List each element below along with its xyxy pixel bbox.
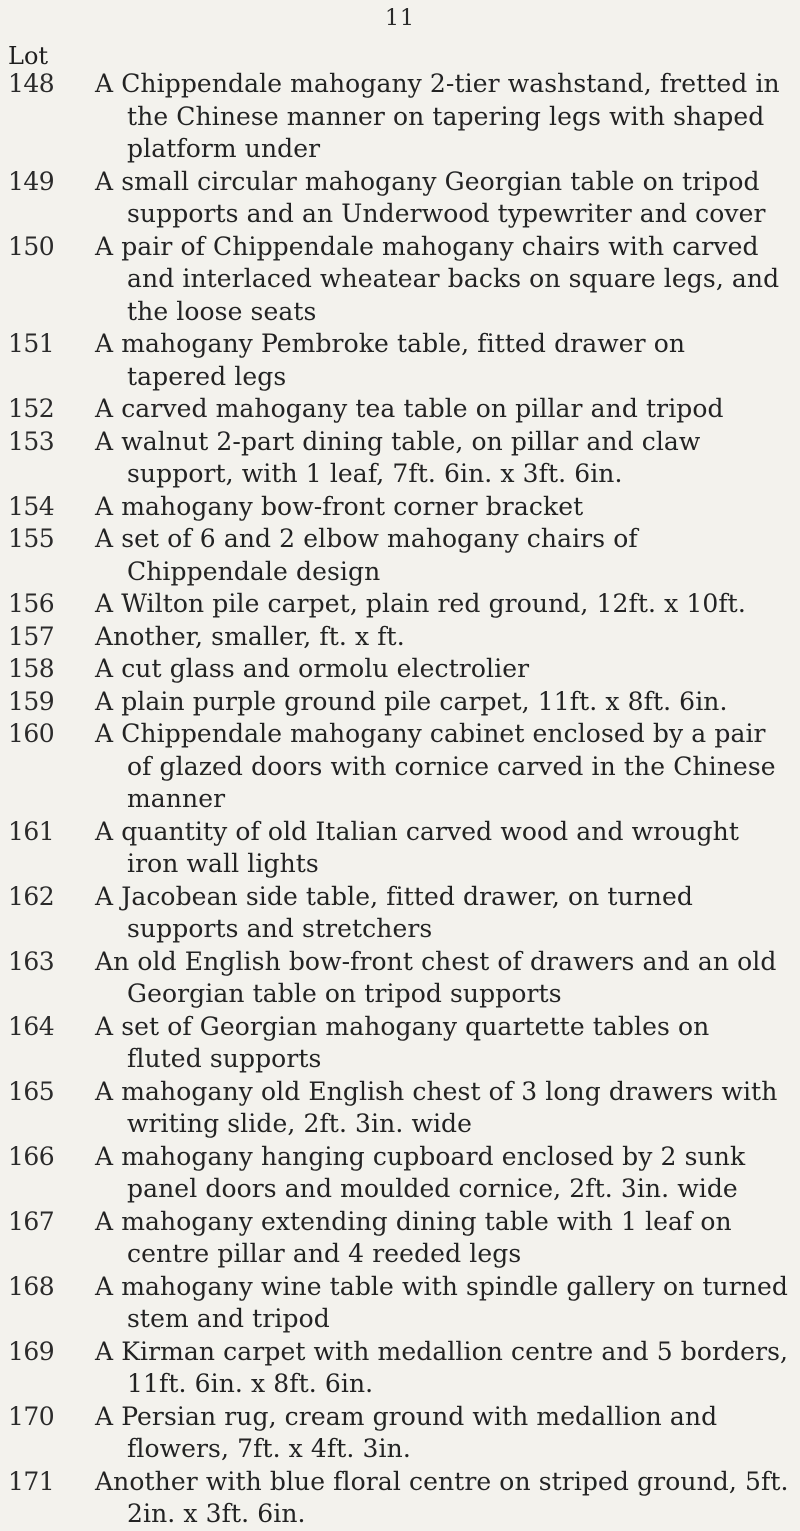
lot-description: Another with blue floral centre on striped ground, 5ft. 2in. x 3ft. 6in. <box>95 1466 789 1528</box>
lot-entry <box>0 166 800 231</box>
lot-number: 167 <box>8 1206 55 1236</box>
lot-description: A small circular mahogany Georgian table on tripod supports and an Underwood typewriter and cover <box>95 166 766 228</box>
lot-number: 152 <box>8 394 55 423</box>
lot-entry <box>0 588 800 621</box>
lot-number: 161 <box>8 816 55 846</box>
lot-number: 150 <box>8 231 55 261</box>
lot-entry <box>0 426 800 491</box>
lot-number: 168 <box>8 1271 55 1301</box>
lot-description: A carved mahogany tea table on pillar and tripod <box>95 394 724 423</box>
lot-description: A quantity of old Italian carved wood and wrought iron wall lights <box>95 816 739 878</box>
lot-number: 153 <box>8 426 55 456</box>
lot-number: 171 <box>8 1466 55 1496</box>
lot-entry <box>0 686 800 719</box>
lot-number: 164 <box>8 1011 55 1041</box>
lot-description: An old English bow-front chest of drawers and an old Georgian table on tripod supports <box>95 946 777 1008</box>
lot-entry <box>0 718 800 816</box>
lot-entry <box>0 621 800 654</box>
lot-number: 154 <box>8 491 55 521</box>
lot-entry <box>0 1076 800 1141</box>
lot-number: 160 <box>8 719 55 748</box>
lot-description: A mahogany old English chest of 3 long drawers with writing slide, 2ft. 3in. wide <box>95 1076 778 1138</box>
lot-entry <box>0 1466 800 1531</box>
lot-number: 149 <box>8 166 55 196</box>
lot-entry <box>0 1206 800 1271</box>
lot-entry <box>0 653 800 686</box>
lot-entry <box>0 1141 800 1206</box>
lot-entry <box>0 1401 800 1466</box>
lot-description: A Wilton pile carpet, plain red ground, 12ft. x 10ft. <box>95 589 746 618</box>
lot-description: A pair of Chippendale mahogany chairs with carved and interlaced wheatear backs on square legs, and the loose seats <box>95 231 780 326</box>
lot-number: 162 <box>8 881 55 911</box>
lot-number: 156 <box>8 589 55 618</box>
lot-description: A Jacobean side table, fitted drawer, on turned supports and stretchers <box>95 881 693 943</box>
lot-number: 159 <box>8 686 55 716</box>
lot-list <box>0 68 800 1531</box>
lot-entry <box>0 881 800 946</box>
lot-description: A cut glass and ormolu electrolier <box>95 654 530 683</box>
lot-description: A Kirman carpet with medallion centre and 5 borders, 11ft. 6in. x 8ft. 6in. <box>95 1336 789 1398</box>
lot-number: 169 <box>8 1336 55 1366</box>
lot-description: A Persian rug, cream ground with medallion and flowers, 7ft. x 4ft. 3in. <box>95 1401 718 1463</box>
lot-description: A Chippendale mahogany 2-tier washstand, fretted in the Chinese manner on tapering legs with shaped platform under <box>95 69 780 163</box>
lot-number: 155 <box>8 524 55 553</box>
lot-entry <box>0 946 800 1011</box>
lot-number: 170 <box>8 1401 55 1431</box>
lot-description: A mahogany hanging cupboard enclosed by 2 sunk panel doors and moulded cornice, 2ft. 3in. wide <box>95 1141 746 1203</box>
lot-description: A mahogany Pembroke table, fitted drawer on tapered legs <box>95 329 686 391</box>
lot-description: A Chippendale mahogany cabinet enclosed by a pair of glazed doors with cornice carved in the Chinese manner <box>95 719 776 813</box>
lot-entry <box>0 491 800 524</box>
lot-entry <box>0 816 800 881</box>
lot-description: A plain purple ground pile carpet, 11ft. x 8ft. 6in. <box>95 686 728 716</box>
lot-number: 148 <box>8 69 55 98</box>
lot-description: A mahogany wine table with spindle gallery on turned stem and tripod <box>95 1271 788 1333</box>
lot-entry <box>0 523 800 588</box>
lot-number: 163 <box>8 946 55 976</box>
lot-number: 157 <box>8 621 55 651</box>
lot-description: A set of 6 and 2 elbow mahogany chairs of Chippendale design <box>95 524 638 586</box>
lot-entry <box>0 231 800 329</box>
lot-entry <box>0 328 800 393</box>
lot-description: A set of Georgian mahogany quartette tables on fluted supports <box>95 1011 710 1073</box>
lot-number: 151 <box>8 329 55 358</box>
lot-description: Another, smaller, ft. x ft. <box>95 621 405 651</box>
lot-entry <box>0 1271 800 1336</box>
lot-description: A walnut 2-part dining table, on pillar and claw support, with 1 leaf, 7ft. 6in. x 3ft. 6in. <box>95 426 701 488</box>
lot-number: 166 <box>8 1141 55 1171</box>
lot-entry <box>0 393 800 426</box>
lot-description: A mahogany extending dining table with 1 leaf on centre pillar and 4 reeded legs <box>95 1206 732 1268</box>
lot-entry <box>0 1011 800 1076</box>
lot-column-header: Lot <box>8 42 49 70</box>
lot-number: 158 <box>8 654 55 683</box>
lot-number: 165 <box>8 1076 55 1106</box>
lot-entry <box>0 1336 800 1401</box>
page-number: 11 <box>385 6 415 31</box>
lot-description: A mahogany bow-front corner bracket <box>95 491 584 521</box>
lot-entry <box>0 68 800 166</box>
